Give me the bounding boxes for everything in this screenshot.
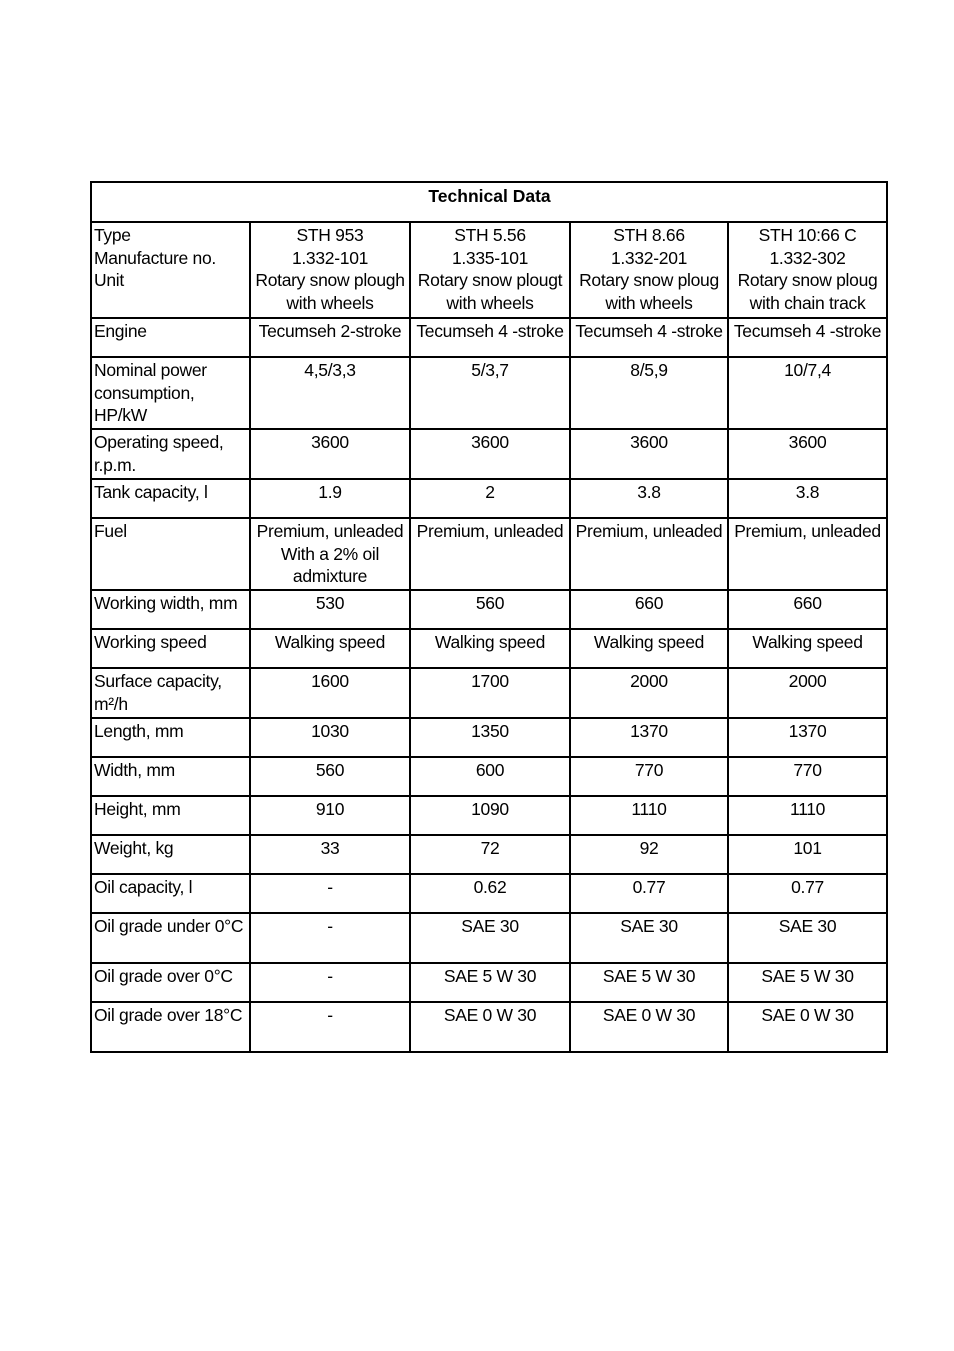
row-value: 560 <box>410 590 570 629</box>
row-value: Premium, unleaded <box>728 518 887 590</box>
row-value: 92 <box>570 835 728 874</box>
row-value: 1110 <box>728 796 887 835</box>
row-value: - <box>250 963 410 1002</box>
row-value: Walking speed <box>728 629 887 668</box>
row-label: Nominal power consumption, HP/kW <box>91 357 250 429</box>
row-value: 8/5,9 <box>570 357 728 429</box>
row-value: 3600 <box>410 429 570 479</box>
row-value: 3600 <box>570 429 728 479</box>
header-row <box>91 222 887 318</box>
header-label-manufacture-no: Manufacture no. <box>94 247 216 268</box>
row-value: SAE 5 W 30 <box>570 963 728 1002</box>
model-type: STH 5.56 <box>454 225 526 245</box>
row-value: 660 <box>570 590 728 629</box>
table-row <box>91 429 887 479</box>
row-value: Tecumseh 2-stroke <box>250 318 410 357</box>
row-value: - <box>250 874 410 913</box>
model-unit-line1: Rotary snow ploug <box>579 270 719 290</box>
table-row <box>91 318 887 357</box>
row-value: 0.62 <box>410 874 570 913</box>
header-label-unit: Unit <box>94 270 124 290</box>
model-unit-line2: with wheels <box>605 292 693 313</box>
row-value: 5/3,7 <box>410 357 570 429</box>
row-value: Tecumseh 4 -stroke <box>728 318 887 357</box>
row-value: SAE 30 <box>570 913 728 963</box>
table-title-row <box>91 182 887 222</box>
table-row <box>91 668 887 718</box>
header-label-type: Type <box>94 225 131 245</box>
row-value: SAE 5 W 30 <box>728 963 887 1002</box>
row-value: 3600 <box>728 429 887 479</box>
row-value: SAE 0 W 30 <box>728 1002 887 1052</box>
row-value: SAE 30 <box>728 913 887 963</box>
table-row <box>91 874 887 913</box>
row-value: Tecumseh 4 -stroke <box>410 318 570 357</box>
row-label: Oil capacity, l <box>91 874 250 913</box>
model-manufacture-no: 1.335-101 <box>451 247 529 268</box>
row-value: - <box>250 913 410 963</box>
row-value: SAE 0 W 30 <box>410 1002 570 1052</box>
model-cell <box>570 222 728 318</box>
model-unit-line2: with wheels <box>446 292 534 313</box>
table-row <box>91 479 887 518</box>
row-value: 10/7,4 <box>728 357 887 429</box>
row-value: 910 <box>250 796 410 835</box>
row-value: 1370 <box>570 718 728 757</box>
row-value: Premium, unleaded <box>570 518 728 590</box>
row-value: 3600 <box>250 429 410 479</box>
row-value: 600 <box>410 757 570 796</box>
table-title: Technical Data <box>91 182 887 222</box>
row-value: 0.77 <box>728 874 887 913</box>
row-value: Walking speed <box>570 629 728 668</box>
table-row <box>91 796 887 835</box>
table-row <box>91 757 887 796</box>
table-row <box>91 718 887 757</box>
row-label: Oil grade over 18°C <box>91 1002 250 1052</box>
model-cell <box>728 222 887 318</box>
row-label: Working speed <box>91 629 250 668</box>
row-value: SAE 5 W 30 <box>410 963 570 1002</box>
row-value: SAE 0 W 30 <box>570 1002 728 1052</box>
row-value: 3.8 <box>570 479 728 518</box>
table-row <box>91 963 887 1002</box>
row-value: Walking speed <box>250 629 410 668</box>
table-row <box>91 518 887 590</box>
model-cell <box>250 222 410 318</box>
model-type: STH 10:66 C <box>758 225 857 245</box>
model-unit-line1: Rotary snow ploug <box>737 270 878 290</box>
model-type: STH 953 <box>296 225 364 245</box>
row-value: 530 <box>250 590 410 629</box>
row-label: Operating speed, r.p.m. <box>91 429 250 479</box>
row-label: Engine <box>91 318 250 357</box>
row-value: 72 <box>410 835 570 874</box>
row-value: SAE 30 <box>410 913 570 963</box>
row-value: Premium, unleaded <box>410 518 570 590</box>
row-value: 0.77 <box>570 874 728 913</box>
model-cell <box>410 222 570 318</box>
row-value: Premium, unleaded With a 2% oil admixture <box>250 518 410 590</box>
row-label: Fuel <box>91 518 250 590</box>
model-unit-line2: with chain track <box>749 292 866 313</box>
row-value: 560 <box>250 757 410 796</box>
row-label: Width, mm <box>91 757 250 796</box>
row-value: 1350 <box>410 718 570 757</box>
row-value: 33 <box>250 835 410 874</box>
technical-data-table <box>90 181 888 1053</box>
row-value: 101 <box>728 835 887 874</box>
row-label: Surface capacity, m²/h <box>91 668 250 718</box>
row-label: Oil grade under 0°C <box>91 913 250 963</box>
model-manufacture-no: 1.332-302 <box>769 247 846 268</box>
row-value: 1.9 <box>250 479 410 518</box>
row-label: Weight, kg <box>91 835 250 874</box>
row-value: 1600 <box>250 668 410 718</box>
row-value: 3.8 <box>728 479 887 518</box>
model-unit-line1: Rotary snow plougt <box>417 270 563 290</box>
row-value: - <box>250 1002 410 1052</box>
row-value: 1110 <box>570 796 728 835</box>
row-label: Working width, mm <box>91 590 250 629</box>
row-value: 770 <box>570 757 728 796</box>
model-unit-line1: Rotary snow plough <box>255 270 405 290</box>
model-unit-line2: with wheels <box>286 292 374 313</box>
model-type: STH 8.66 <box>613 225 685 245</box>
model-manufacture-no: 1.332-201 <box>610 247 688 268</box>
row-value: 1030 <box>250 718 410 757</box>
row-label: Length, mm <box>91 718 250 757</box>
table-row <box>91 357 887 429</box>
row-label: Tank capacity, l <box>91 479 250 518</box>
model-manufacture-no: 1.332-101 <box>291 247 369 268</box>
row-value: Walking speed <box>410 629 570 668</box>
row-value: 1700 <box>410 668 570 718</box>
table-row <box>91 1002 887 1052</box>
row-value: 2000 <box>570 668 728 718</box>
row-value: Tecumseh 4 -stroke <box>570 318 728 357</box>
row-value: 770 <box>728 757 887 796</box>
table-row <box>91 835 887 874</box>
table-row <box>91 629 887 668</box>
row-value: 2 <box>410 479 570 518</box>
row-value: 2000 <box>728 668 887 718</box>
row-label: Oil grade over 0°C <box>91 963 250 1002</box>
row-value: 4,5/3,3 <box>250 357 410 429</box>
header-label-cell <box>91 222 250 318</box>
table-row <box>91 590 887 629</box>
row-value: 660 <box>728 590 887 629</box>
row-value: 1370 <box>728 718 887 757</box>
row-label: Height, mm <box>91 796 250 835</box>
table-row <box>91 913 887 963</box>
row-value: 1090 <box>410 796 570 835</box>
